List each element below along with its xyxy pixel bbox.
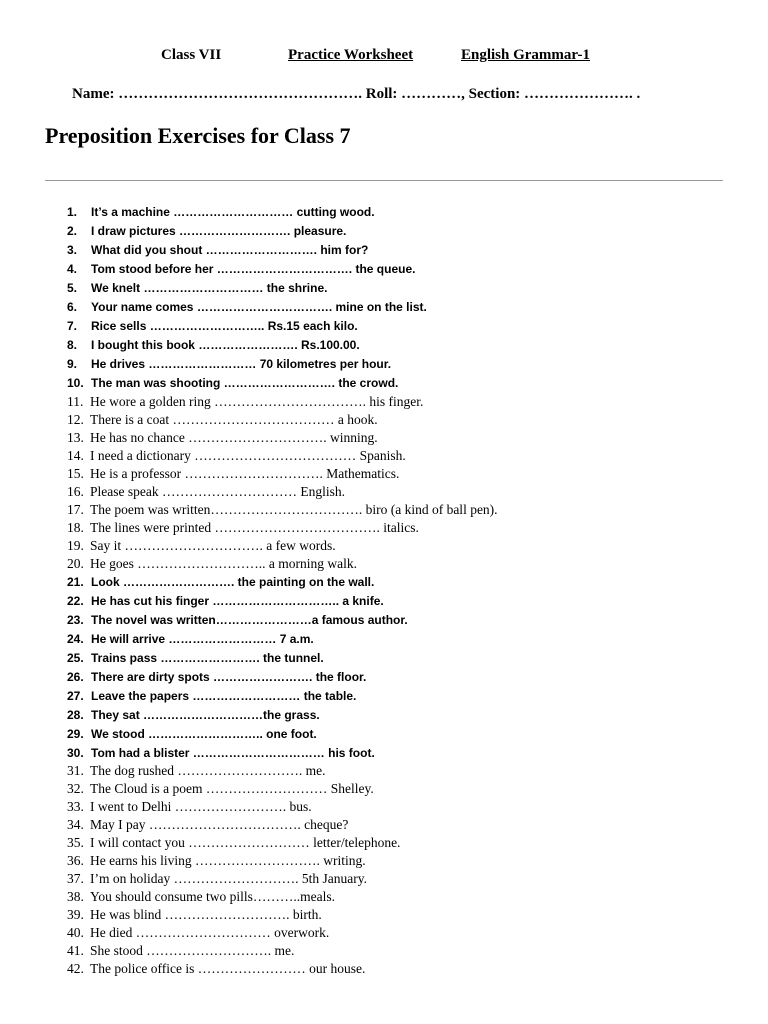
question-number: 28. xyxy=(67,708,84,722)
question-text: She stood ………………………. me. xyxy=(90,943,295,958)
question-text: Look ………………………. the painting on the wall. xyxy=(91,575,375,589)
question-number: 36. xyxy=(67,853,84,868)
question-number: 40. xyxy=(67,925,84,940)
question-text: He drives ……………………… 70 kilometres per hour. xyxy=(91,357,392,371)
question-text: We knelt ………………………… the shrine. xyxy=(91,281,328,295)
worksheet-label: Practice Worksheet xyxy=(288,47,414,63)
class-label: Class VII xyxy=(161,47,222,63)
question-number: 31. xyxy=(67,763,84,778)
question-number: 5. xyxy=(67,281,78,295)
question-number: 8. xyxy=(67,338,78,352)
question-text: The police office is …………………… our house. xyxy=(90,961,366,976)
question-number: 26. xyxy=(67,670,84,684)
question-number: 24. xyxy=(67,632,84,646)
question-text: There is a coat ……………………………… a hook. xyxy=(90,412,378,427)
question-text: The Cloud is a poem ……………………… Shelley. xyxy=(90,781,374,796)
question-number: 38. xyxy=(67,889,84,904)
question-text: It’s a machine ………………………… cutting wood. xyxy=(91,205,375,219)
question-text: Rice sells ……………………….. Rs.15 each kilo. xyxy=(91,319,358,333)
question-text: He is a professor …………………………. Mathematics. xyxy=(90,466,400,481)
question-number: 19. xyxy=(67,538,84,553)
question-text: The poem was written……………………………. biro (a kind of ball pen). xyxy=(90,502,498,517)
question-text: There are dirty spots ……………………. the floor. xyxy=(91,670,367,684)
question-number: 17. xyxy=(67,502,84,517)
question-number: 27. xyxy=(67,689,84,703)
question-text: The lines were printed ………………………………. italics. xyxy=(90,520,419,535)
worksheet-header xyxy=(0,47,768,69)
question-text: He was blind ………………………. birth. xyxy=(90,907,322,922)
question-text: I went to Delhi ……………………. bus. xyxy=(90,799,312,814)
question-text: They sat …………………………the grass. xyxy=(91,708,320,722)
question-number: 2. xyxy=(67,224,78,238)
divider xyxy=(45,180,723,181)
page-title: Preposition Exercises for Class 7 xyxy=(45,123,351,148)
question-text: May I pay ……………………………. cheque? xyxy=(90,817,349,832)
question-number: 35. xyxy=(67,835,84,850)
subject-label: English Grammar-1 xyxy=(461,47,591,63)
question-text: You should consume two pills………..meals. xyxy=(90,889,336,904)
question-text: He has no chance …………………………. winning. xyxy=(90,430,378,445)
question-number: 4. xyxy=(67,262,78,276)
question-text: I will contact you ……………………… letter/telephone. xyxy=(90,835,401,850)
question-number: 22. xyxy=(67,594,84,608)
question-text: Leave the papers ……………………… the table. xyxy=(91,689,357,703)
question-number: 29. xyxy=(67,727,84,741)
question-number: 1. xyxy=(67,205,78,219)
question-number: 32. xyxy=(67,781,84,796)
question-text: He goes ……………………….. a morning walk. xyxy=(90,556,357,571)
question-text: Please speak ………………………… English. xyxy=(90,484,345,499)
question-text: Tom stood before her ……………………………. the queue. xyxy=(91,262,416,276)
question-number: 42. xyxy=(67,961,84,976)
question-number: 15. xyxy=(67,466,84,481)
question-number: 10. xyxy=(67,376,84,390)
question-text: He has cut his finger ………………………….. a knife. xyxy=(91,594,384,608)
question-text: The dog rushed ………………………. me. xyxy=(90,763,326,778)
question-text: I need a dictionary ……………………………… Spanish. xyxy=(90,448,406,463)
question-text: The novel was written……………………a famous author. xyxy=(91,613,408,627)
question-number: 25. xyxy=(67,651,84,665)
question-number: 21. xyxy=(67,575,84,589)
question-text: We stood ……………………….. one foot. xyxy=(91,727,317,741)
question-number: 41. xyxy=(67,943,84,958)
question-number: 34. xyxy=(67,817,84,832)
question-number: 13. xyxy=(67,430,84,445)
question-number: 23. xyxy=(67,613,84,627)
question-text: I draw pictures ………………………. pleasure. xyxy=(91,224,347,238)
question-text: The man was shooting ………………………. the crowd. xyxy=(91,376,399,390)
question-number: 30. xyxy=(67,746,84,760)
question-text: What did you shout ………………………. him for? xyxy=(91,243,369,257)
student-details-line: Name: …………………………………………. Roll: …………, Section: …………………. . xyxy=(72,86,641,102)
question-number: 3. xyxy=(67,243,78,257)
question-text: Trains pass ……………………. the tunnel. xyxy=(91,651,324,665)
question-text: Tom had a blister …………………………… his foot. xyxy=(91,746,375,760)
question-number: 9. xyxy=(67,357,78,371)
question-text: He died ………………………… overwork. xyxy=(90,925,330,940)
question-number: 6. xyxy=(67,300,78,314)
question-text: I’m on holiday ………………………. 5th January. xyxy=(90,871,367,886)
question-number: 11. xyxy=(67,394,84,409)
question-number: 12. xyxy=(67,412,84,427)
question-number: 20. xyxy=(67,556,84,571)
question-text: He earns his living ………………………. writing. xyxy=(90,853,366,868)
question-number: 7. xyxy=(67,319,78,333)
question-number: 39. xyxy=(67,907,84,922)
question-text: He wore a golden ring ……………………………. his finger. xyxy=(90,394,424,409)
question-text: Your name comes ……………………………. mine on the list. xyxy=(91,300,427,314)
question-text: I bought this book ……………………. Rs.100.00. xyxy=(91,338,360,352)
question-number: 33. xyxy=(67,799,84,814)
question-text: Say it …………………………. a few words. xyxy=(90,538,336,553)
question-number: 37. xyxy=(67,871,84,886)
question-number: 16. xyxy=(67,484,84,499)
question-number: 14. xyxy=(67,448,84,463)
question-number: 18. xyxy=(67,520,84,535)
question-text: He will arrive ……………………… 7 a.m. xyxy=(91,632,314,646)
